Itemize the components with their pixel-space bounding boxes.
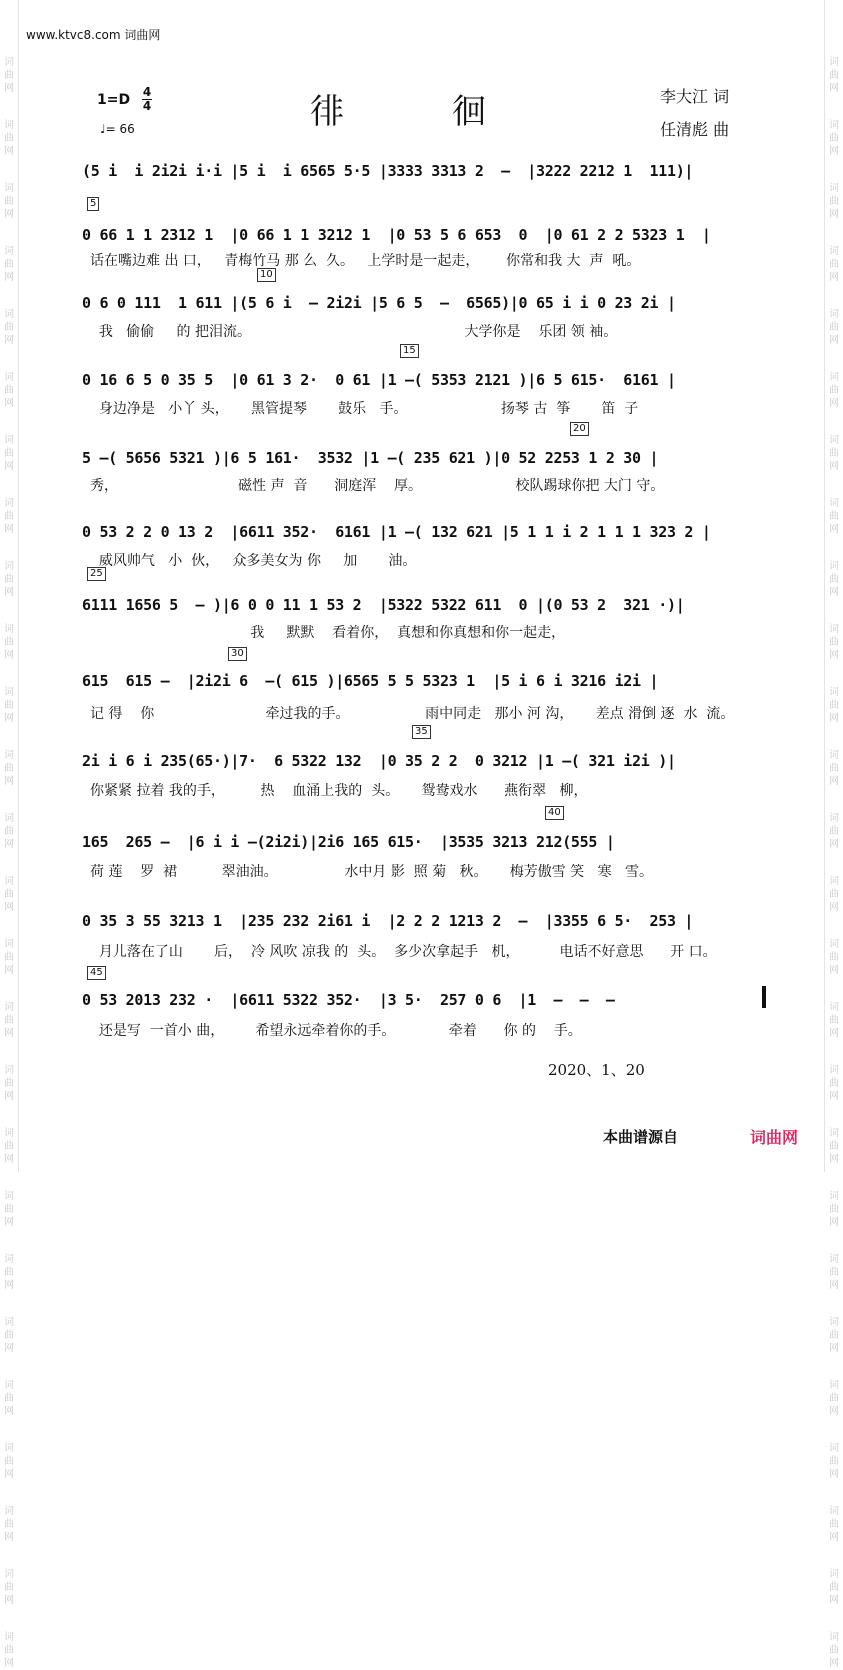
watermark-glyph: 网 — [4, 1406, 14, 1417]
watermark-glyph: 词 — [4, 1506, 14, 1517]
watermark-glyph: 曲 — [4, 574, 14, 585]
watermark-glyph: 词 — [4, 1380, 14, 1391]
watermark-glyph: 词 — [4, 1002, 14, 1013]
measure-number: 30 — [228, 647, 247, 661]
watermark-glyph: 曲 — [4, 1393, 14, 1404]
watermark-glyph: 网 — [829, 839, 839, 850]
watermark-glyph: 词 — [829, 876, 839, 887]
watermark-glyph: 网 — [4, 524, 14, 535]
watermark-glyph: 曲 — [829, 448, 839, 459]
watermark-glyph: 网 — [829, 1532, 839, 1543]
notation-line: 0 6 0 111 1 611 |(5 6 i – 2i2i |5 6 5 – 6565)|0 65 i i 0 23 2i | — [82, 294, 676, 312]
watermark-glyph: 曲 — [829, 952, 839, 963]
watermark-glyph: 词 — [4, 246, 14, 257]
watermark-glyph: 曲 — [4, 826, 14, 837]
watermark-glyph: 网 — [829, 1028, 839, 1039]
watermark-glyph: 词 — [829, 1506, 839, 1517]
watermark-glyph: 词 — [829, 1632, 839, 1643]
watermark-glyph: 网 — [829, 83, 839, 94]
watermark-glyph: 词 — [829, 435, 839, 446]
watermark-glyph: 词 — [829, 1002, 839, 1013]
watermark-glyph: 词 — [4, 120, 14, 131]
watermark-glyph: 词 — [829, 1443, 839, 1454]
measure-number: 25 — [87, 567, 106, 581]
watermark-glyph: 曲 — [829, 1456, 839, 1467]
watermark-glyph: 网 — [829, 272, 839, 283]
notation-line: (5 i i 2i2i i·i |5 i i 6565 5·5 |3333 3313 2 – |3222 2212 1 111)| — [82, 162, 694, 180]
watermark-glyph: 曲 — [4, 259, 14, 270]
watermark-glyph: 曲 — [829, 889, 839, 900]
watermark-glyph: 曲 — [4, 952, 14, 963]
watermark-glyph: 词 — [4, 1443, 14, 1454]
watermark-glyph: 曲 — [829, 133, 839, 144]
watermark-glyph: 词 — [829, 1065, 839, 1076]
notation-line: 6111 1656 5 – )|6 0 0 11 1 53 2 |5322 5322 611 0 |(0 53 2 321 ·)| — [82, 596, 685, 614]
watermark-glyph: 曲 — [829, 259, 839, 270]
watermark-glyph: 网 — [4, 650, 14, 661]
final-barline — [762, 986, 766, 1008]
watermark-glyph: 词 — [829, 1569, 839, 1580]
watermark-glyph: 网 — [4, 1028, 14, 1039]
watermark-glyph: 网 — [829, 1595, 839, 1606]
watermark-glyph: 曲 — [829, 385, 839, 396]
lyric-line: 还是写 一首小 曲， 希望永远牵着你的手。 牵着 你 的 手。 — [90, 1023, 582, 1039]
watermark-glyph: 曲 — [4, 448, 14, 459]
watermark-glyph: 曲 — [829, 637, 839, 648]
watermark-glyph: 网 — [829, 965, 839, 976]
watermark-glyph: 曲 — [4, 1330, 14, 1341]
watermark-glyph: 曲 — [829, 763, 839, 774]
watermark-glyph: 词 — [829, 309, 839, 320]
watermark-glyph: 曲 — [4, 889, 14, 900]
watermark-glyph: 网 — [829, 1343, 839, 1354]
watermark-glyph: 网 — [829, 587, 839, 598]
measure-number: 10 — [257, 268, 276, 282]
watermark-glyph: 网 — [4, 272, 14, 283]
notation-line: 615 615 – |2i2i 6 –( 615 )|6565 5 5 5323 1 |5 i 6 i 3216 i2i | — [82, 672, 659, 690]
watermark-glyph: 词 — [4, 1065, 14, 1076]
composer-credit: 任清彪 曲 — [660, 120, 730, 139]
watermark-glyph: 曲 — [4, 1015, 14, 1026]
watermark-glyph: 曲 — [829, 1645, 839, 1656]
watermark-glyph: 网 — [829, 335, 839, 346]
watermark-glyph: 网 — [4, 587, 14, 598]
notation-line: 2i i 6 i 235(65·)|7· 6 5322 132 |0 35 2 2 0 3212 |1 –( 321 i2i )| — [82, 752, 676, 770]
watermark-glyph: 曲 — [4, 322, 14, 333]
time-signature-bottom: 4 — [142, 99, 152, 113]
watermark-glyph: 曲 — [829, 322, 839, 333]
watermark-glyph: 词 — [4, 813, 14, 824]
watermark-glyph: 网 — [4, 335, 14, 346]
watermark-glyph: 网 — [829, 1658, 839, 1669]
watermark-glyph: 词 — [4, 1569, 14, 1580]
watermark-glyph: 词 — [4, 561, 14, 572]
watermark-glyph: 网 — [4, 1091, 14, 1102]
watermark-glyph: 词 — [4, 309, 14, 320]
watermark-glyph: 词 — [829, 246, 839, 257]
notation-line: 0 53 2 2 0 13 2 |6611 352· 6161 |1 –( 132 621 |5 1 1 i 2 1 1 1 323 2 | — [82, 523, 711, 541]
watermark-glyph: 词 — [4, 624, 14, 635]
watermark-glyph: 网 — [4, 83, 14, 94]
watermark-glyph: 网 — [829, 902, 839, 913]
watermark-glyph: 网 — [829, 713, 839, 724]
watermark-glyph: 曲 — [829, 1015, 839, 1026]
watermark-glyph: 词 — [829, 1254, 839, 1265]
watermark-glyph: 词 — [4, 57, 14, 68]
watermark-glyph: 曲 — [829, 1582, 839, 1593]
watermark-glyph: 网 — [829, 1091, 839, 1102]
watermark-glyph: 网 — [829, 524, 839, 535]
brand-logo: 词曲网 — [750, 1128, 799, 1147]
lyric-line: 记 得 你 牵过我的手。 雨中同走 那小 河 沟， 差点 滑倒 逐 水 流。 — [90, 706, 735, 722]
watermark-glyph: 网 — [4, 461, 14, 472]
watermark-glyph: 网 — [4, 1280, 14, 1291]
watermark-glyph: 词 — [829, 372, 839, 383]
watermark-glyph: 词 — [829, 687, 839, 698]
watermark-glyph: 曲 — [829, 70, 839, 81]
watermark-glyph: 网 — [4, 902, 14, 913]
watermark-glyph: 网 — [4, 1343, 14, 1354]
watermark-glyph: 网 — [4, 839, 14, 850]
watermark-glyph: 词 — [4, 1632, 14, 1643]
watermark-glyph: 曲 — [829, 1267, 839, 1278]
watermark-glyph: 词 — [4, 687, 14, 698]
watermark-glyph: 曲 — [829, 511, 839, 522]
watermark-glyph: 网 — [4, 965, 14, 976]
watermark-glyph: 曲 — [4, 1582, 14, 1593]
watermark-glyph: 曲 — [4, 1204, 14, 1215]
watermark-glyph: 网 — [4, 1217, 14, 1228]
lyric-line: 身边净是 小丫 头， 黑管提琴 鼓乐 手。 扬琴 古 筝 笛 子 — [90, 401, 639, 417]
right-watermark-strip — [824, 0, 843, 1669]
left-watermark-strip — [0, 0, 19, 1669]
watermark-glyph: 网 — [4, 209, 14, 220]
watermark-glyph: 词 — [829, 813, 839, 824]
watermark-glyph: 曲 — [4, 1645, 14, 1656]
key-signature: 1=D — [97, 92, 131, 108]
watermark-glyph: 曲 — [4, 511, 14, 522]
lyric-line: 荷 莲 罗 裙 翠油油。 水中月 影 照 菊 秋。 梅芳傲雪 笑 寒 雪。 — [90, 864, 653, 880]
lyricist-credit: 李大江 词 — [660, 87, 730, 106]
watermark-glyph: 网 — [4, 1595, 14, 1606]
watermark-glyph: 词 — [4, 1191, 14, 1202]
watermark-glyph: 曲 — [829, 574, 839, 585]
watermark-glyph: 词 — [829, 1191, 839, 1202]
watermark-glyph: 曲 — [829, 1519, 839, 1530]
watermark-glyph: 曲 — [4, 70, 14, 81]
song-title: 徘徊 — [310, 92, 594, 132]
watermark-glyph: 网 — [829, 1406, 839, 1417]
watermark-glyph: 曲 — [829, 196, 839, 207]
watermark-glyph: 曲 — [4, 1519, 14, 1530]
watermark-glyph: 曲 — [4, 1141, 14, 1152]
watermark-glyph: 词 — [4, 372, 14, 383]
watermark-glyph: 网 — [829, 209, 839, 220]
watermark-glyph: 网 — [4, 146, 14, 157]
lyric-line: 秀， 磁性 声 音 洞庭浑 厚。 校队踢球你把 大门 守。 — [90, 478, 665, 494]
watermark-glyph: 曲 — [829, 826, 839, 837]
watermark-glyph: 词 — [829, 1380, 839, 1391]
watermark-glyph: 曲 — [4, 1456, 14, 1467]
watermark-glyph: 词 — [4, 1128, 14, 1139]
watermark-glyph: 曲 — [4, 700, 14, 711]
watermark-glyph: 词 — [4, 435, 14, 446]
watermark-glyph: 词 — [829, 750, 839, 761]
lyric-line: 你紧紧 拉着 我的手， 热 血涌上我的 头。 鸳鸯戏水 燕衔翠 柳， — [90, 783, 588, 799]
watermark-glyph: 词 — [829, 1128, 839, 1139]
watermark-glyph: 词 — [4, 939, 14, 950]
watermark-glyph: 词 — [829, 939, 839, 950]
watermark-glyph: 网 — [4, 1532, 14, 1543]
lyric-line: 威风帅气 小 伙， 众多美女为 你 加 油。 — [90, 553, 417, 569]
watermark-glyph: 曲 — [4, 196, 14, 207]
lyric-line: 话在嘴边难 出 口， 青梅竹马 那 么 久。 上学时是一起走， 你常和我 大 声 吼。 — [90, 253, 641, 269]
watermark-glyph: 曲 — [4, 1267, 14, 1278]
time-signature — [142, 86, 152, 113]
lyric-line: 我 偷偷 的 把泪流。 大学你是 乐团 领 袖。 — [90, 324, 618, 340]
tempo-mark: ♩= 66 — [100, 122, 135, 136]
watermark-glyph: 词 — [829, 57, 839, 68]
measure-number: 5 — [87, 197, 99, 211]
watermark-glyph: 词 — [4, 498, 14, 509]
watermark-glyph: 曲 — [4, 637, 14, 648]
watermark-glyph: 词 — [4, 1317, 14, 1328]
watermark-glyph: 网 — [829, 461, 839, 472]
watermark-glyph: 网 — [829, 776, 839, 787]
watermark-glyph: 网 — [4, 398, 14, 409]
notation-line: 0 35 3 55 3213 1 |235 232 2i61 i |2 2 2 1213 2 – |3355 6 5· 253 | — [82, 912, 694, 930]
watermark-glyph: 曲 — [4, 133, 14, 144]
watermark-glyph: 曲 — [829, 700, 839, 711]
notation-line: 0 66 1 1 2312 1 |0 66 1 1 3212 1 |0 53 5 6 653 0 |0 61 2 2 5323 1 | — [82, 226, 711, 244]
watermark-glyph: 词 — [829, 120, 839, 131]
lyric-line: 我 默默 看着你， 真想和你真想和你一起走， — [90, 625, 566, 641]
watermark-glyph: 网 — [829, 1280, 839, 1291]
watermark-glyph: 词 — [829, 561, 839, 572]
watermark-glyph: 曲 — [4, 763, 14, 774]
watermark-glyph: 词 — [829, 1317, 839, 1328]
watermark-glyph: 词 — [4, 1254, 14, 1265]
measure-number: 35 — [412, 725, 431, 739]
notation-line: 0 16 6 5 0 35 5 |0 61 3 2· 0 61 |1 –( 5353 2121 )|6 5 615· 6161 | — [82, 371, 676, 389]
watermark-glyph: 词 — [829, 183, 839, 194]
watermark-glyph: 词 — [4, 750, 14, 761]
measure-number: 20 — [570, 422, 589, 436]
watermark-glyph: 网 — [4, 1658, 14, 1669]
watermark-glyph: 词 — [4, 876, 14, 887]
source-label: 本曲谱源自 — [603, 1128, 679, 1146]
watermark-glyph: 曲 — [4, 1078, 14, 1089]
watermark-glyph: 网 — [829, 398, 839, 409]
date: 2020、1、20 — [548, 1061, 645, 1079]
watermark-glyph: 网 — [829, 1469, 839, 1480]
watermark-glyph: 网 — [829, 1217, 839, 1228]
lyric-line: 月儿落在了山 后， 冷 风吹 凉我 的 头。 多少次拿起手 机， 电话不好意思 开 口。 — [90, 944, 717, 960]
watermark-glyph: 网 — [4, 1154, 14, 1165]
watermark-glyph: 词 — [829, 624, 839, 635]
measure-number: 45 — [87, 966, 106, 980]
watermark-glyph: 网 — [829, 1154, 839, 1165]
watermark-glyph: 曲 — [829, 1393, 839, 1404]
watermark-glyph: 网 — [829, 146, 839, 157]
watermark-glyph: 词 — [4, 183, 14, 194]
watermark-glyph: 网 — [4, 776, 14, 787]
site-url: www.ktvc8.com 词曲网 — [26, 28, 161, 42]
time-signature-top: 4 — [142, 85, 152, 99]
measure-number: 15 — [400, 344, 419, 358]
notation-line: 165 265 – |6 i i –(2i2i)|2i6 165 615· |3535 3213 212(555 | — [82, 833, 615, 851]
watermark-glyph: 曲 — [829, 1330, 839, 1341]
watermark-glyph: 曲 — [829, 1204, 839, 1215]
watermark-glyph: 网 — [829, 650, 839, 661]
notation-line: 5 –( 5656 5321 )|6 5 161· 3532 |1 –( 235 621 )|0 52 2253 1 2 30 | — [82, 449, 659, 467]
watermark-glyph: 词 — [829, 498, 839, 509]
watermark-glyph: 曲 — [829, 1078, 839, 1089]
measure-number: 40 — [545, 806, 564, 820]
watermark-glyph: 曲 — [4, 385, 14, 396]
watermark-glyph: 网 — [4, 1469, 14, 1480]
notation-line: 0 53 2013 232 · |6611 5322 352· |3 5· 257 0 6 |1 – – – — [82, 991, 633, 1009]
watermark-glyph: 曲 — [829, 1141, 839, 1152]
watermark-glyph: 网 — [4, 713, 14, 724]
